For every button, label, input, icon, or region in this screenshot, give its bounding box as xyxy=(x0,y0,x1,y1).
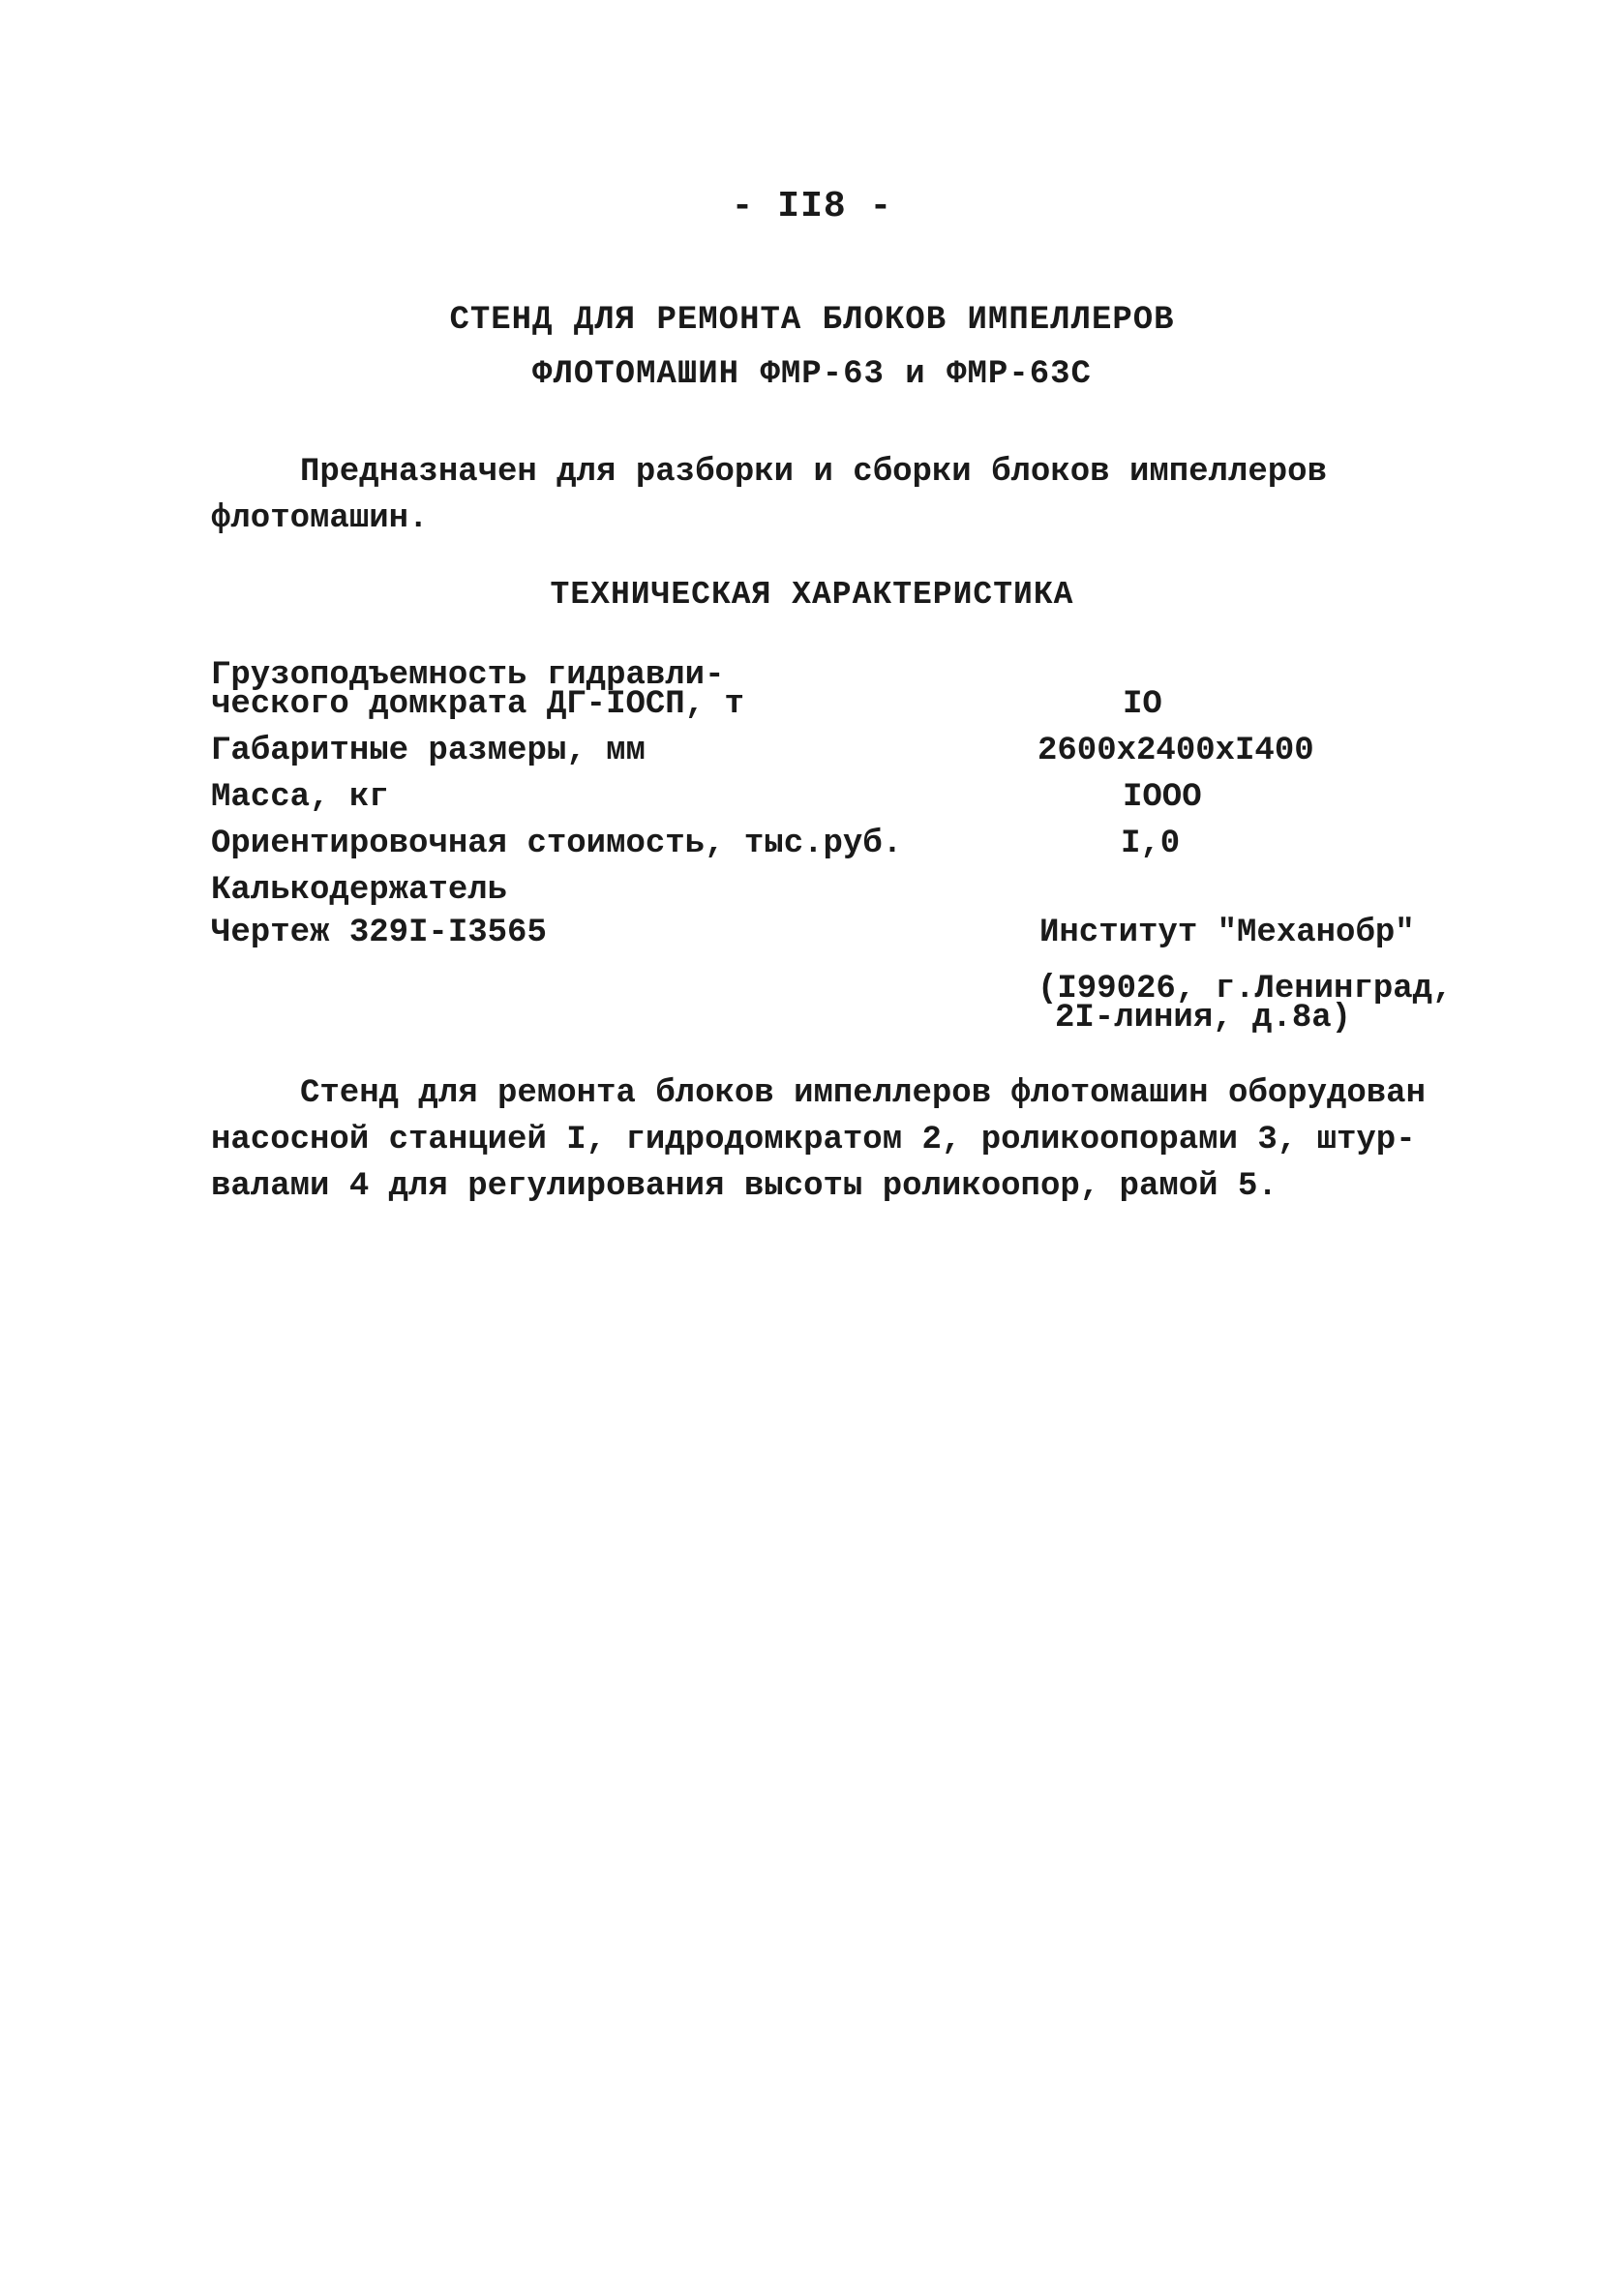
spec-holder-value: Институт "Механобр" xyxy=(1039,915,1415,951)
spec-drawing-label: Чертеж 329I-I3565 xyxy=(211,915,547,951)
intro-paragraph xyxy=(211,449,1430,542)
document-title-line-2: ФЛОТОМАШИН ФМР-63 и ФМР-63С xyxy=(532,356,1092,393)
spec-address-line-2: 2I-линия, д.8а) xyxy=(1055,1000,1352,1037)
document-title-line-1: СТЕНД ДЛЯ РЕМОНТА БЛОКОВ ИМПЕЛЛЕРОВ xyxy=(449,302,1175,339)
description-paragraph xyxy=(211,1070,1430,1210)
section-heading: ТЕХНИЧЕСКАЯ ХАРАКТЕРИСТИКА xyxy=(550,577,1074,613)
spec-mass-value: IOOO xyxy=(1123,779,1202,816)
spec-mass-label: Масса, кг xyxy=(211,779,389,816)
page-number: - II8 - xyxy=(731,186,893,227)
spec-address-line-1: (I99026, г.Ленинград, xyxy=(1038,971,1453,1007)
description-line-2: насосной станцией I, гидродомкратом 2, роликоопорами 3, штур- xyxy=(211,1122,1416,1158)
intro-line-1: Предназначен для разборки и сборки блоков импеллеров xyxy=(300,454,1327,491)
spec-capacity-value: IO xyxy=(1123,686,1162,723)
description-line-1: Стенд для ремонта блоков импеллеров флотомашин оборудован xyxy=(300,1075,1426,1112)
spec-cost-label: Ориентировочная стоимость, тыс.руб. xyxy=(211,826,903,862)
spec-dimensions-label: Габаритные размеры, мм xyxy=(211,733,646,769)
spec-holder-label: Калькодержатель xyxy=(211,872,508,909)
description-line-3: валами 4 для регулирования высоты роликоопор, рамой 5. xyxy=(211,1168,1278,1205)
spec-cost-value: I,0 xyxy=(1121,826,1181,862)
spec-capacity-label-2: ческого домкрата ДГ-IOСП, т xyxy=(211,686,744,723)
spec-dimensions-value: 2600x2400xI400 xyxy=(1038,733,1314,769)
intro-line-2: флотомашин. xyxy=(211,500,429,537)
spec-capacity-label-1: Грузоподъемность гидравли- xyxy=(211,657,725,694)
